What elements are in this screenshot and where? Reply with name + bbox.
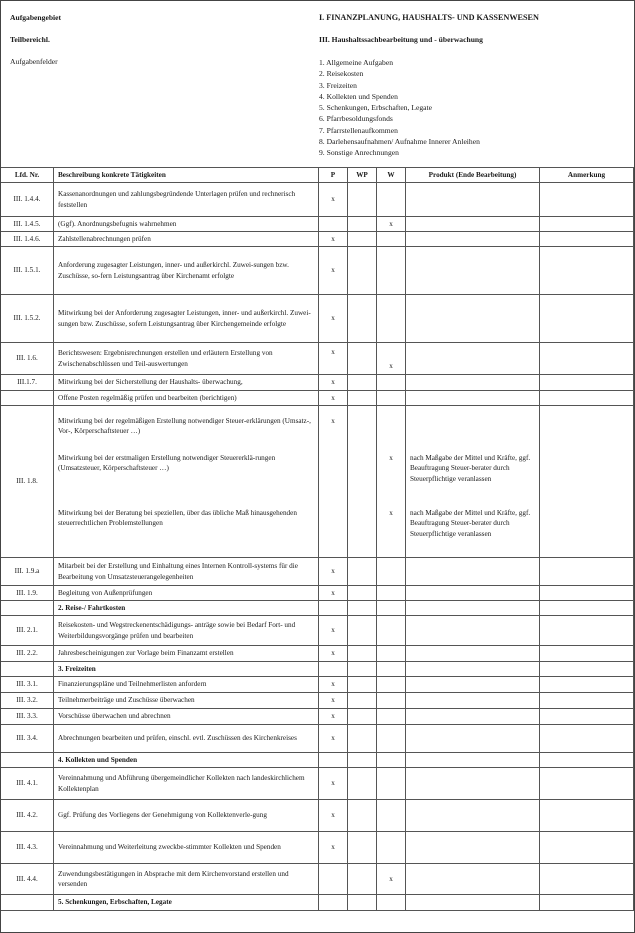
- table-row: [1, 586, 634, 601]
- row-number: III. 1.9.: [1, 586, 54, 601]
- section-title: 2. Reise-/ Fahrtkosten: [54, 601, 319, 616]
- section-title: 5. Schenkungen, Erbschaften, Legate: [54, 895, 319, 911]
- row-anmerkung: [540, 183, 634, 217]
- row-number: III. 3.4.: [1, 725, 54, 753]
- table-row: [1, 247, 634, 295]
- column-header-nr: Lfd. Nr.: [1, 168, 54, 183]
- row-description: Vereinnahmung und Abführung übergemeindlicher Kollekten nach landeskirchlichem Kollektenplan: [54, 768, 319, 800]
- mark-wp: [348, 616, 377, 646]
- row-number: III. 2.1.: [1, 616, 54, 646]
- row-number: III. 1.4.6.: [1, 232, 54, 247]
- mark-p: x: [319, 558, 348, 586]
- row-produkt: [406, 391, 540, 406]
- row-number: III. 3.2.: [1, 693, 54, 709]
- row-produkt: [406, 295, 540, 343]
- row-anmerkung: [540, 677, 634, 693]
- row-produkt: [406, 406, 540, 558]
- mark-w: [377, 800, 406, 832]
- mark-w: [377, 232, 406, 247]
- row-number: III. 4.2.: [1, 800, 54, 832]
- mark-w: [377, 646, 406, 662]
- row-produkt: [406, 586, 540, 601]
- mark-p: x: [319, 295, 348, 343]
- list-item: 3. Freizeiten: [319, 80, 357, 90]
- mark-wp: [348, 768, 377, 800]
- mark-w: x: [389, 509, 393, 517]
- section-title: 4. Kollekten und Spenden: [54, 753, 319, 768]
- mark-w: x: [377, 864, 406, 895]
- row-description: Zahlstellenabrechnungen prüfen: [54, 232, 319, 247]
- mark-wp: [348, 709, 377, 725]
- sub-produkt: nach Maßgabe der Mittel und Kräfte, ggf. Beauftragung Steuer-berater durch Steuerpflichtige veranlassen: [410, 454, 531, 483]
- row-number: III. 1.4.5.: [1, 217, 54, 232]
- row-number: III. 1.5.2.: [1, 295, 54, 343]
- sub-description: Mitwirkung bei der regelmäßigen Erstellung notwendiger Steuer-erklärungen (Umsatz-, Vor-, Körperschaftsteuer …): [58, 417, 311, 436]
- row-anmerkung: [540, 558, 634, 586]
- row-description: Zuwendungsbestätigungen in Absprache mit dem Kirchenvorstand erstellen und versenden: [54, 864, 319, 895]
- mark-wp: [348, 895, 377, 911]
- table-row: [1, 558, 634, 586]
- mark-p: x: [319, 693, 348, 709]
- row-number: III. 1.8.: [1, 406, 54, 558]
- row-produkt: [406, 709, 540, 725]
- row-produkt: [406, 800, 540, 832]
- list-item: 1. Allgemeine Aufgaben: [319, 58, 394, 67]
- mark-w: [377, 662, 406, 677]
- table-row: [1, 709, 634, 725]
- mark-p: x: [319, 709, 348, 725]
- mark-p: [319, 217, 348, 232]
- row-anmerkung: [540, 616, 634, 646]
- table-header-row: [1, 168, 634, 183]
- row-number: III. 4.4.: [1, 864, 54, 895]
- section-title: 3. Freizeiten: [54, 662, 319, 677]
- row-anmerkung: [540, 662, 634, 677]
- row-number: III.1.7.: [1, 375, 54, 391]
- row-anmerkung: [540, 217, 634, 232]
- mark-p: [319, 662, 348, 677]
- mark-p: [319, 753, 348, 768]
- row-description: Jahresbescheinigungen zur Vorlage beim Finanzamt erstellen: [54, 646, 319, 662]
- mark-wp: [348, 586, 377, 601]
- row-description: Abrechnungen bearbeiten und prüfen, einschl. evtl. Zuschüssen des Kirchenkreises: [54, 725, 319, 753]
- mark-wp: [348, 217, 377, 232]
- row-number: III. 3.3.: [1, 709, 54, 725]
- row-produkt: [406, 217, 540, 232]
- section-row: [1, 753, 634, 768]
- mark-wp: [348, 232, 377, 247]
- label-aufgabenfelder: Aufgabenfelder: [10, 57, 58, 66]
- mark-wp: [348, 864, 377, 895]
- mark-w: [377, 832, 406, 864]
- row-description: Anforderung zugesagter Leistungen, inner- und außerkirchl. Zuwei-sungen bzw. Zuschüsse, so-fern Leistungsantrag über Kirchenamt erfolgte: [54, 247, 319, 295]
- row-anmerkung: [540, 864, 634, 895]
- column-header-produkt: Produkt (Ende Bearbeitung): [406, 168, 540, 183]
- list-item: 9. Sonstige Anrechnungen: [319, 148, 399, 158]
- row-number: III. 1.4.4.: [1, 183, 54, 217]
- mark-p: x: [319, 725, 348, 753]
- row-anmerkung: [540, 247, 634, 295]
- mark-wp: [348, 725, 377, 753]
- mark-p: [319, 601, 348, 616]
- mark-p: [319, 406, 348, 558]
- mark-w: [377, 768, 406, 800]
- column-header-p: P: [319, 168, 348, 183]
- table-row: [1, 375, 634, 391]
- table-row: [1, 725, 634, 753]
- row-produkt: [406, 343, 540, 375]
- mark-w: [377, 295, 406, 343]
- row-produkt: [406, 677, 540, 693]
- mark-p: x: [319, 800, 348, 832]
- mark-wp: [348, 753, 377, 768]
- row-description: Ggf. Prüfung des Vorliegens der Genehmigung von Kollektenverle-gung: [54, 800, 319, 832]
- mark-w: [377, 693, 406, 709]
- mark-p: x: [319, 232, 348, 247]
- mark-wp: [348, 693, 377, 709]
- row-anmerkung: [540, 800, 634, 832]
- row-anmerkung: [540, 406, 634, 558]
- row-description: Kassenanordnungen und zahlungsbegründende Unterlagen prüfen und rechnerisch feststellen: [54, 183, 319, 217]
- row-number: [1, 662, 54, 677]
- row-anmerkung: [540, 601, 634, 616]
- table-row: [1, 343, 634, 375]
- row-anmerkung: [540, 391, 634, 406]
- mark-w: [377, 375, 406, 391]
- mark-wp: [348, 646, 377, 662]
- table-row: [1, 768, 634, 800]
- sub-produkt: nach Maßgabe der Mittel und Kräfte, ggf. Beauftragung Steuer-berater durch Steuerpflichtige veranlassen: [410, 509, 531, 538]
- row-description: Begleitung von Außenprüfungen: [54, 586, 319, 601]
- mark-w: [377, 601, 406, 616]
- table-row: [1, 295, 634, 343]
- row-description: (Ggf). Anordnungsbefugnis wahrnehmen: [54, 217, 319, 232]
- mark-w: [377, 725, 406, 753]
- row-produkt: [406, 247, 540, 295]
- table-row: [1, 800, 634, 832]
- mark-p: x: [319, 768, 348, 800]
- row-description: Vorschüsse überwachen und abrechnen: [54, 709, 319, 725]
- row-produkt: [406, 864, 540, 895]
- row-anmerkung: [540, 895, 634, 911]
- row-produkt: [406, 662, 540, 677]
- table-row: [1, 677, 634, 693]
- mark-w: x: [377, 217, 406, 232]
- row-number: [1, 895, 54, 911]
- row-anmerkung: [540, 768, 634, 800]
- table-row: [1, 406, 634, 558]
- table-row: [1, 693, 634, 709]
- mark-p: x: [319, 646, 348, 662]
- mark-p: x: [319, 183, 348, 217]
- aufgabenfelder-list: [319, 57, 480, 159]
- mark-wp: [348, 406, 377, 558]
- row-number: III. 1.5.1.: [1, 247, 54, 295]
- row-anmerkung: [540, 832, 634, 864]
- row-number: [1, 753, 54, 768]
- mark-wp: [348, 832, 377, 864]
- row-number: III. 4.1.: [1, 768, 54, 800]
- row-produkt: [406, 753, 540, 768]
- table-row: [1, 183, 634, 217]
- column-header-anmerkung: Anmerkung: [540, 168, 634, 183]
- mark-wp: [348, 343, 377, 375]
- mark-w: x: [389, 454, 393, 462]
- row-produkt: [406, 558, 540, 586]
- mark-wp: [348, 391, 377, 406]
- header-title: I. FINANZPLANUNG, HAUSHALTS- UND KASSENWESEN: [319, 13, 539, 22]
- mark-w: [377, 558, 406, 586]
- mark-w: [377, 391, 406, 406]
- row-anmerkung: [540, 709, 634, 725]
- row-number: III. 1.9.a: [1, 558, 54, 586]
- row-anmerkung: [540, 646, 634, 662]
- label-aufgabengebiet: Aufgabengebiet: [10, 13, 62, 22]
- row-description: Offene Posten regelmäßig prüfen und bearbeiten (berichtigen): [54, 391, 319, 406]
- mark-p: x: [319, 247, 348, 295]
- row-description: Teilnehmerbeiträge und Zuschüsse überwachen: [54, 693, 319, 709]
- mark-wp: [348, 183, 377, 217]
- row-produkt: [406, 616, 540, 646]
- mark-p: x: [331, 417, 335, 425]
- row-number: [1, 391, 54, 406]
- mark-w: [377, 677, 406, 693]
- row-description: Mitarbeit bei der Erstellung und Einhaltung eines Internen Kontroll-systems für die Bearbeitung von Umsatzsteuerangelegenheiten: [54, 558, 319, 586]
- row-produkt: [406, 375, 540, 391]
- label-teilbereich: Teilbereichl.: [10, 35, 50, 44]
- list-item: 7. Pfarrstellenaufkommen: [319, 125, 398, 135]
- header-subtitle: III. Haushaltssachbearbeitung und - überwachung: [319, 35, 483, 44]
- table-row: [1, 217, 634, 232]
- row-produkt: [406, 768, 540, 800]
- row-anmerkung: [540, 343, 634, 375]
- mark-p: x: [319, 616, 348, 646]
- section-row: [1, 601, 634, 616]
- row-number: III. 1.6.: [1, 343, 54, 375]
- row-number: [1, 601, 54, 616]
- mark-wp: [348, 677, 377, 693]
- mark-p: [319, 895, 348, 911]
- row-produkt: [406, 693, 540, 709]
- mark-w: [377, 709, 406, 725]
- table-row: [1, 616, 634, 646]
- mark-w: x: [377, 343, 406, 375]
- mark-p: x: [319, 375, 348, 391]
- table-row: [1, 864, 634, 895]
- column-header-wp: WP: [348, 168, 377, 183]
- sub-description: Mitwirkung bei der Beratung bei speziellen, über das übliche Maß hinausgehenden steuerrechtlichen Problemstellungen: [58, 509, 297, 528]
- table-row: [1, 391, 634, 406]
- table-row: [1, 832, 634, 864]
- row-anmerkung: [540, 586, 634, 601]
- table-row: [1, 646, 634, 662]
- row-anmerkung: [540, 753, 634, 768]
- mark-wp: [348, 247, 377, 295]
- task-table: [0, 167, 634, 911]
- row-description: Berichtswesen: Ergebnisrechnungen erstellen und erläutern Erstellung von Zwischenabschlüssen und Teil-auswertungen: [54, 343, 319, 375]
- mark-wp: [348, 800, 377, 832]
- mark-wp: [348, 601, 377, 616]
- mark-w: [377, 616, 406, 646]
- mark-p: x: [319, 832, 348, 864]
- row-description: Mitwirkung bei der Sicherstellung der Haushalts- überwachung,: [54, 375, 319, 391]
- row-anmerkung: [540, 232, 634, 247]
- mark-p: [319, 864, 348, 895]
- row-produkt: [406, 832, 540, 864]
- row-produkt: [406, 601, 540, 616]
- mark-wp: [348, 662, 377, 677]
- mark-p: x: [319, 586, 348, 601]
- mark-p: x: [319, 677, 348, 693]
- mark-w: [377, 895, 406, 911]
- row-produkt: [406, 895, 540, 911]
- row-anmerkung: [540, 375, 634, 391]
- document-header: [1, 1, 634, 167]
- section-row: [1, 895, 634, 911]
- row-number: III. 4.3.: [1, 832, 54, 864]
- mark-w: [377, 247, 406, 295]
- list-item: 5. Schenkungen, Erbschaften, Legate: [319, 103, 433, 113]
- row-produkt: [406, 646, 540, 662]
- row-description: [54, 406, 319, 558]
- mark-wp: [348, 558, 377, 586]
- row-produkt: [406, 232, 540, 247]
- table-row: [1, 232, 634, 247]
- row-number: III. 2.2.: [1, 646, 54, 662]
- row-description: Finanzierungspläne und Teilnehmerlisten anfordern: [54, 677, 319, 693]
- list-item: 6. Pfarrbesoldungsfonds: [319, 114, 393, 124]
- row-anmerkung: [540, 725, 634, 753]
- row-description: Mitwirkung bei der Anforderung zugesagter Leistungen, inner- und außerkirchl. Zuwei-sungen bzw. Zuschüsse, sofern Leistungsantrag über Kirchengemeinde erfolgte: [54, 295, 319, 343]
- section-row: [1, 662, 634, 677]
- mark-w: [377, 753, 406, 768]
- mark-p: x: [319, 391, 348, 406]
- row-description: Reisekosten- und Wegstreckenentschädigungs- anträge sowie bei Bedarf Fort- und Weiterbildungsvorgänge prüfen und bearbeiten: [54, 616, 319, 646]
- mark-p: x: [319, 343, 348, 375]
- column-header-w: W: [377, 168, 406, 183]
- row-anmerkung: [540, 693, 634, 709]
- mark-wp: [348, 295, 377, 343]
- list-item: 8. Darlehensaufnahmen/ Aufnahme Innerer Anleihen: [319, 137, 480, 147]
- row-produkt: [406, 725, 540, 753]
- mark-w: [377, 406, 406, 558]
- column-header-beschreibung: Beschreibung konkrete Tätigkeiten: [54, 168, 319, 183]
- row-anmerkung: [540, 295, 634, 343]
- row-produkt: [406, 183, 540, 217]
- sub-description: Mitwirkung bei der erstmaligen Erstellung notwendiger Steuererklä-rungen (Umsatzsteuer, Körperschaftsteuer …): [58, 454, 276, 473]
- mark-w: [377, 183, 406, 217]
- row-number: III. 3.1.: [1, 677, 54, 693]
- row-description: Vereinnahmung und Weiterleitung zweckbe-stimmter Kollekten und Spenden: [54, 832, 319, 864]
- mark-w: [377, 586, 406, 601]
- mark-wp: [348, 375, 377, 391]
- list-item: 4. Kollekten und Spenden: [319, 91, 398, 101]
- list-item: 2. Reisekosten: [319, 69, 364, 79]
